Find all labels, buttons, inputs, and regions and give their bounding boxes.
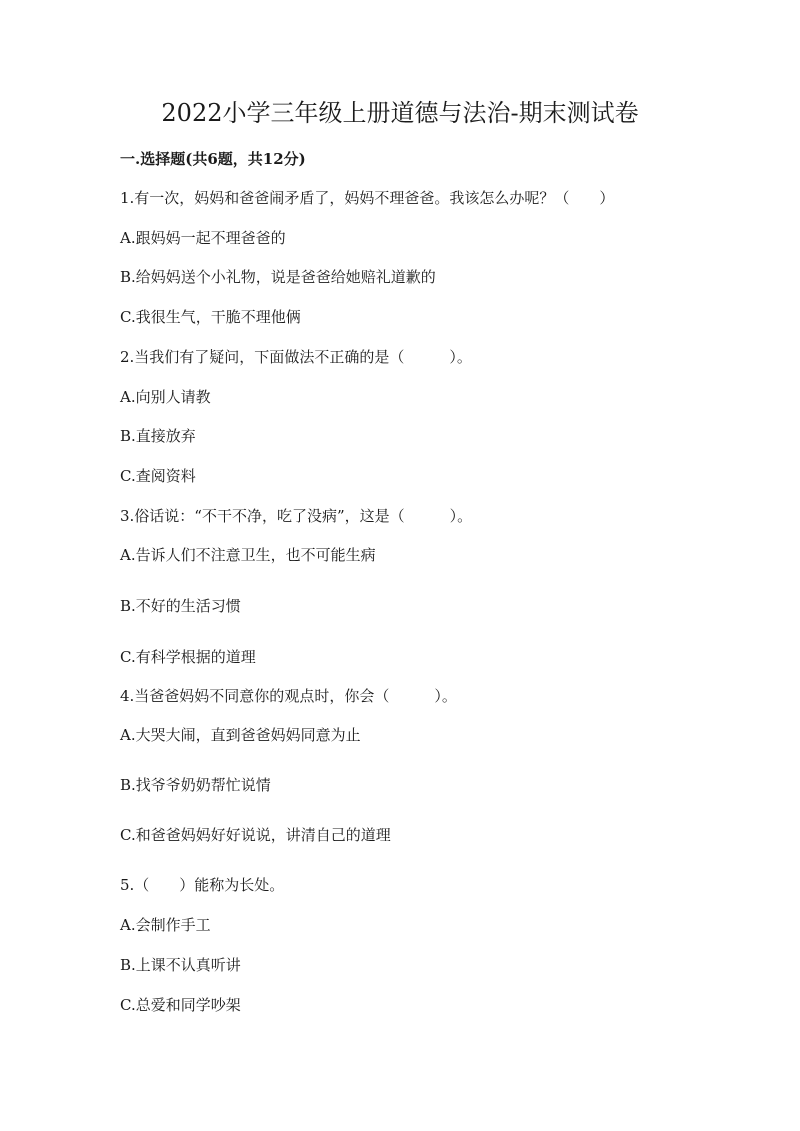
question-stem: 1.有一次，妈妈和爸爸闹矛盾了，妈妈不理爸爸。我该怎么办呢？（ ） — [120, 189, 615, 207]
answer-option: B.不好的生活习惯 — [120, 597, 241, 615]
answer-option: A.告诉人们不注意卫生，也不可能生病 — [120, 546, 376, 564]
answer-option: B.找爷爷奶奶帮忙说情 — [120, 776, 271, 794]
answer-option: B.直接放弃 — [120, 427, 196, 445]
answer-option: A.跟妈妈一起不理爸爸的 — [120, 229, 286, 247]
answer-option: A.向别人请教 — [120, 388, 211, 406]
answer-option: B.给妈妈送个小礼物，说是爸爸给她赔礼道歉的 — [120, 268, 436, 286]
answer-option: C.总爱和同学吵架 — [120, 996, 241, 1014]
question-stem: 2.当我们有了疑问，下面做法不正确的是（ ）。 — [120, 348, 472, 366]
answer-option: A.会制作手工 — [120, 916, 211, 934]
answer-option: C.查阅资料 — [120, 467, 196, 485]
section-heading: 一.选择题(共6题，共12分) — [120, 150, 306, 168]
answer-option: C.有科学根据的道理 — [120, 648, 256, 666]
answer-option: A.大哭大闹，直到爸爸妈妈同意为止 — [120, 726, 361, 744]
question-stem: 4.当爸爸妈妈不同意你的观点时，你会（ ）。 — [120, 687, 457, 705]
answer-option: B.上课不认真听讲 — [120, 956, 241, 974]
answer-option: C.和爸爸妈妈好好说说，讲清自己的道理 — [120, 826, 391, 844]
question-stem: 3.俗话说：“不干不净，吃了没病”，这是（ ）。 — [120, 507, 473, 525]
answer-option: C.我很生气，干脆不理他俩 — [120, 308, 301, 326]
question-stem: 5.（ ）能称为长处。 — [120, 876, 285, 894]
page-title: 2022小学三年级上册道德与法治-期末测试卷 — [161, 99, 639, 127]
